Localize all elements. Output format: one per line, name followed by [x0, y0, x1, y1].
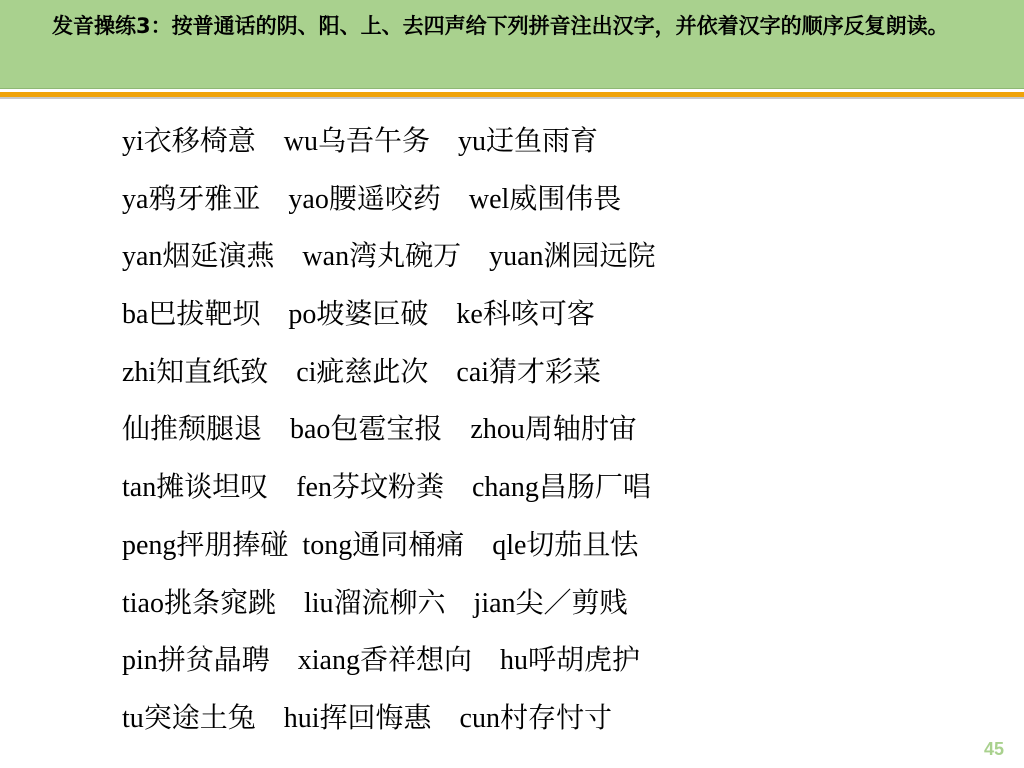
exercise-line: ya鸦牙雅亚 yao腰遥咬药 wel威围伟畏 [122, 183, 622, 215]
pinyin-exercise-list [122, 113, 656, 748]
exercise-line: ba巴拔靶坝 po坡婆叵破 ke科咳可客 [122, 299, 595, 331]
exercise-line: zhi知直纸致 ci疵慈此次 cai猜才彩菜 [122, 356, 602, 388]
exercise-line: 仙推颓腿退 bao包雹宝报 zhou周轴肘宙 [122, 414, 637, 446]
divider-shadow [0, 97, 1024, 99]
page-number: 45 [983, 739, 1004, 759]
title-bar [0, 0, 1024, 89]
exercise-line: yi衣移椅意 wu乌吾午务 yu迂鱼雨育 [122, 126, 599, 157]
exercise-line: tu突途土兔 hui挥回悔惠 cun村存忖寸 [122, 702, 612, 734]
slide-title: 发音操练3：按普通话的阴、阳、上、去四声给下列拼音注出汉字，并依着汉字的顺序反复朗读。 [52, 14, 949, 38]
exercise-line: peng抨朋捧碰 tong通同桶痛 qle切茄且怯 [122, 529, 639, 561]
exercise-line: pin拼贫晶聘 xiang香祥想向 hu呼胡虎护 [122, 645, 640, 677]
exercise-line: tan摊谈坦叹 fen芬坟粉粪 chang昌肠厂唱 [122, 472, 651, 504]
exercise-line: tiao挑条窕跳 liu溜流柳六 jian尖／剪贱 [122, 587, 628, 619]
exercise-line: yan烟延演燕 wan湾丸碗万 yuan渊园远院 [122, 241, 656, 273]
